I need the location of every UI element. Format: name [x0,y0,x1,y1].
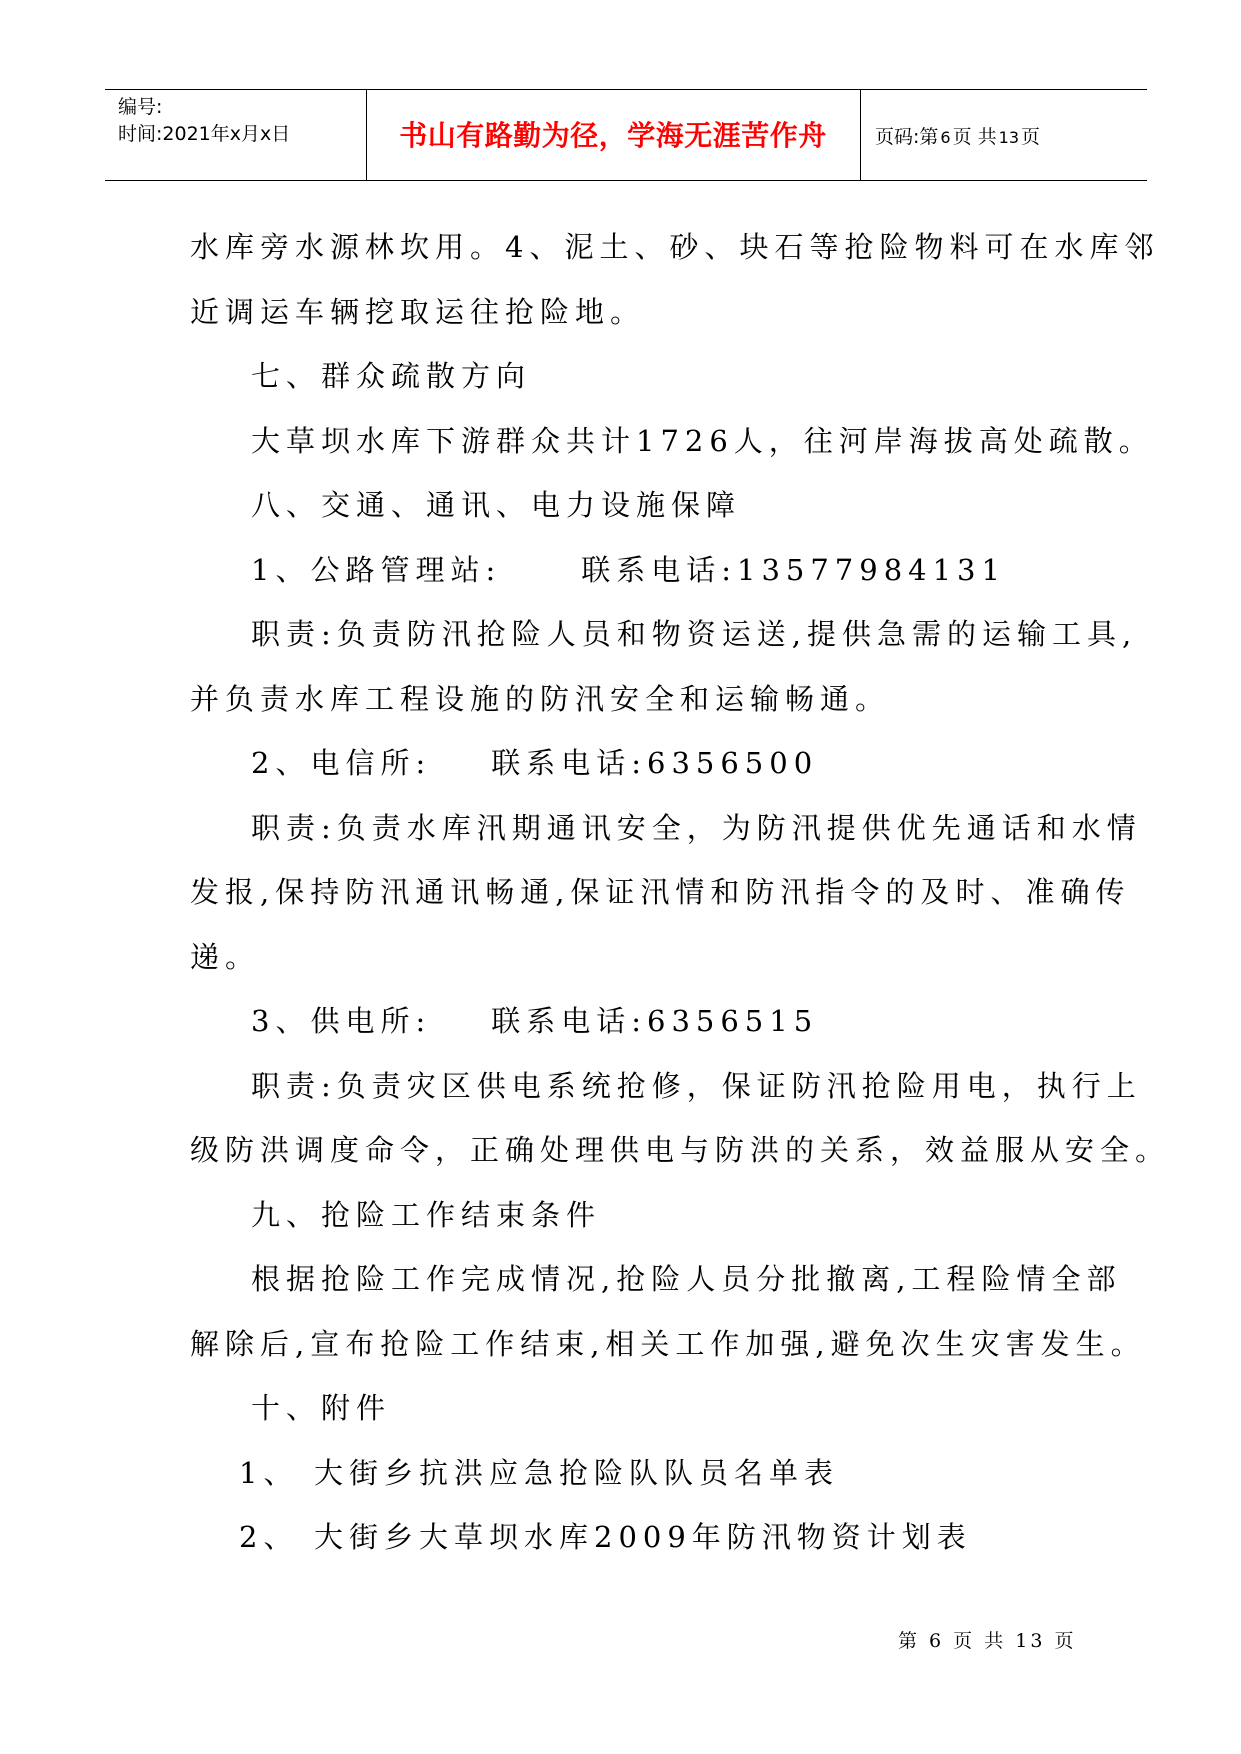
serial-label: 编号: [118,96,163,118]
attachment-item [190,1441,1070,1506]
page-footer: 第 6 页 共 13 页 [898,1630,1077,1652]
page-mid: 页 共 [952,126,997,148]
duty-line: 并负责水库工程设施的防汛安全和运输畅通。 [190,681,891,716]
contact-phone: 联系电话:6356515 [491,1004,819,1038]
page-suffix: 页 [1021,126,1041,148]
section-9-text: 解除后,宣布抢险工作结束,相关工作加强,避免次生灾害发生。 [190,1326,1146,1361]
header-page-number [875,124,1040,151]
attachment-item [190,1505,1070,1570]
section-9-text: 根据抢险工作完成情况,抢险人员分批撤离,工程险情全部 [251,1262,1122,1296]
contact-telecom [190,731,1070,796]
document-body [190,215,1171,1570]
header-meta [118,94,290,148]
duty-line: 职责:负责防汛抢险人员和物资运送,提供急需的运输工具, [251,617,1138,651]
page-prefix: 页码:第 [875,126,939,148]
contact-name: 1、公路管理站: [251,552,502,587]
contact-power [190,989,1070,1054]
header-divider [860,90,861,180]
attachment-text: 大街乡抗洪应急抢险队队员名单表 [314,1455,840,1490]
contact-phone: 联系电话:6356500 [491,746,819,780]
section-7-title: 七、群众疏散方向 [251,359,532,393]
page-total: 13 [998,128,1019,147]
paragraph-line: 近调运车辆挖取运往抢险地。 [190,294,646,329]
time-label: 时间:2021年x月x日 [118,123,291,145]
contact-name: 3、供电所: [251,1004,432,1038]
duty-line: 递。 [190,939,261,974]
attachment-number: 2、 [239,1520,299,1554]
duty-line: 级防洪调度命令，正确处理供电与防洪的关系，效益服从安全。 [190,1133,1171,1167]
attachment-number: 1、 [239,1455,299,1490]
contact-phone: 联系电话:13577984131 [581,552,1006,587]
paragraph-line: 水库旁水源林坎用。4、泥土、砂、块石等抢险物料可在水库邻 [190,230,1160,264]
duty-line: 职责:负责灾区供电系统抢修，保证防汛抢险用电，执行上 [251,1068,1142,1103]
document-header [105,89,1147,181]
section-7-text: 大草坝水库下游群众共计1726人，往河岸海拔高处疏散。 [251,423,1154,458]
section-9-title: 九、抢险工作结束条件 [251,1197,602,1232]
page-current: 6 [940,128,951,147]
contact-name: 2、电信所: [251,746,432,780]
duty-line: 职责:负责水库汛期通讯安全，为防汛提供优先通话和水情 [251,810,1142,845]
header-motto: 书山有路勤为径，学海无涯苦作舟 [399,119,827,152]
section-8-title: 八、交通、通讯、电力设施保障 [251,488,742,522]
contact-road [190,538,1070,603]
duty-line: 发报,保持防汛通讯畅通,保证汛情和防汛指令的及时、准确传 [190,875,1131,909]
section-10-title: 十、附件 [251,1391,392,1425]
attachment-text: 大街乡大草坝水库2009年防汛物资计划表 [314,1520,972,1554]
